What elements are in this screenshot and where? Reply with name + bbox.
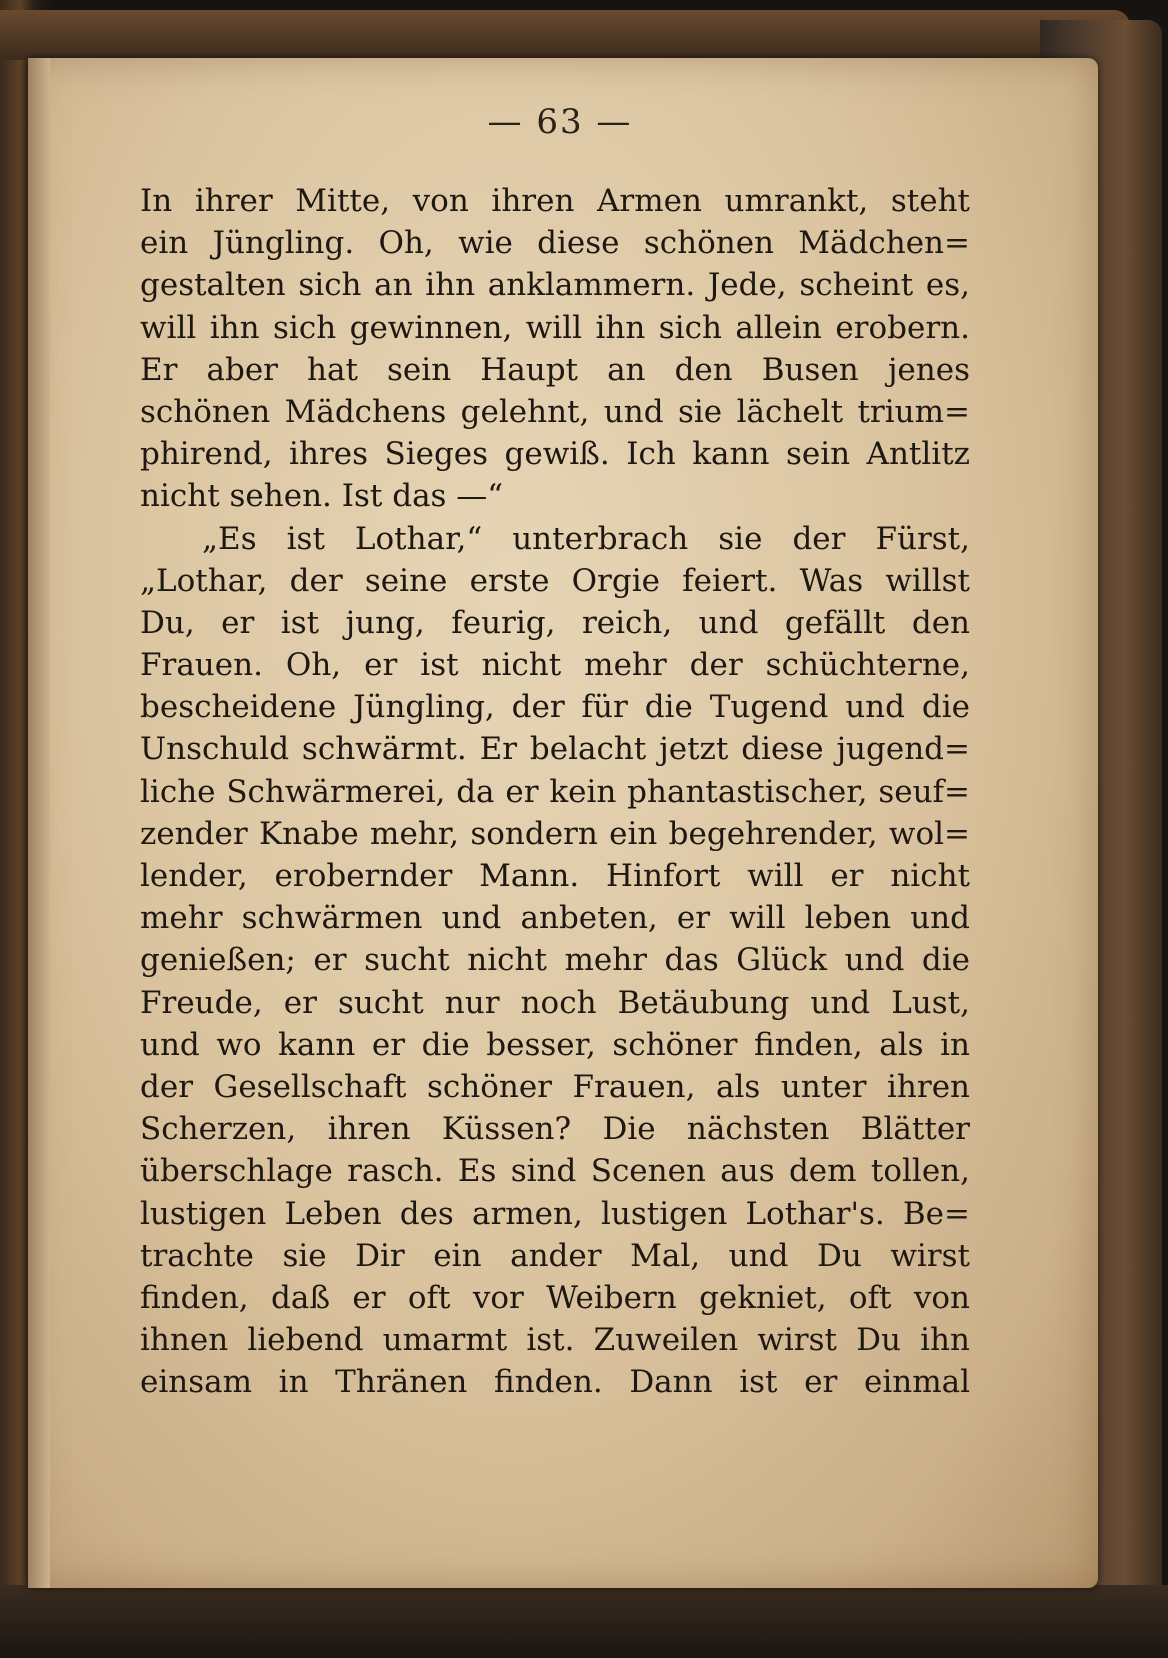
text-line: will ihn sich gewinnen, will ihn sich allein erobern. — [140, 309, 970, 346]
text-line: nicht sehen. Ist das —“ — [140, 478, 504, 515]
text-line: ein Jüngling. Oh, wie diese schönen Mädchen= — [140, 225, 970, 262]
book-board-bottom — [0, 1585, 1168, 1658]
text-line: und wo kann er die besser, schöner finden, als in — [140, 1026, 970, 1063]
text-line: ihnen liebend umarmt ist. Zuweilen wirst Du ihn — [140, 1322, 970, 1359]
text-line: schönen Mädchens gelehnt, und sie lächelt trium= — [140, 393, 970, 430]
text-line: „Es ist Lothar,“ unterbrach sie der Fürst, — [202, 520, 970, 557]
text-line: liche Schwärmerei, da er kein phantastischer, seuf= — [140, 773, 970, 810]
page-number: — 63 — — [487, 102, 633, 142]
text-line: Du, er ist jung, feurig, reich, und gefällt den — [140, 604, 970, 641]
text-line: mehr schwärmen und anbeten, er will leben und — [140, 900, 970, 937]
book-board-top — [0, 10, 1130, 60]
page-gutter — [28, 58, 50, 1588]
text-line: Freude, er sucht nur noch Betäubung und Lust, — [140, 984, 970, 1021]
text-line: trachte sie Dir ein ander Mal, und Du wirst — [140, 1237, 970, 1274]
text-line: Frauen. Oh, er ist nicht mehr der schüchterne, — [140, 647, 970, 684]
text-line: In ihrer Mitte, von ihren Armen umrankt, steht — [140, 183, 970, 219]
text-line: gestalten sich an ihn anklammern. Jede, scheint es, — [140, 267, 970, 304]
text-line: überschlage rasch. Es sind Scenen aus dem tollen, — [140, 1153, 970, 1190]
text-line: genießen; er sucht nicht mehr das Glück und die — [140, 942, 970, 979]
text-line: Scherzen, ihren Küssen? Die nächsten Blätter — [140, 1111, 970, 1148]
text-line: Unschuld schwärmt. Er belacht jetzt diese jugend= — [140, 731, 970, 768]
text-line: lustigen Leben des armen, lustigen Lothar's. Be= — [140, 1195, 970, 1232]
text-line: bescheidene Jüngling, der für die Tugend und die — [140, 689, 970, 726]
text-line: phirend, ihres Sieges gewiß. Ich kann sein Antlitz — [140, 436, 970, 473]
text-line: „Lothar, der seine erste Orgie feiert. Was willst — [140, 562, 970, 599]
text-line: einsam in Thränen finden. Dann ist er einmal — [140, 1364, 970, 1401]
text-line: finden, daß er oft vor Weibern gekniet, oft von — [140, 1279, 970, 1316]
text-line: lender, erobernder Mann. Hinfort will er nicht — [140, 858, 970, 894]
page-text — [140, 180, 970, 1403]
text-line: der Gesellschaft schöner Frauen, als unter ihren — [140, 1068, 970, 1105]
text-line: zender Knabe mehr, sondern ein begehrender, wol= — [140, 815, 970, 852]
text-line: Er aber hat sein Haupt an den Busen jenes — [140, 351, 970, 388]
